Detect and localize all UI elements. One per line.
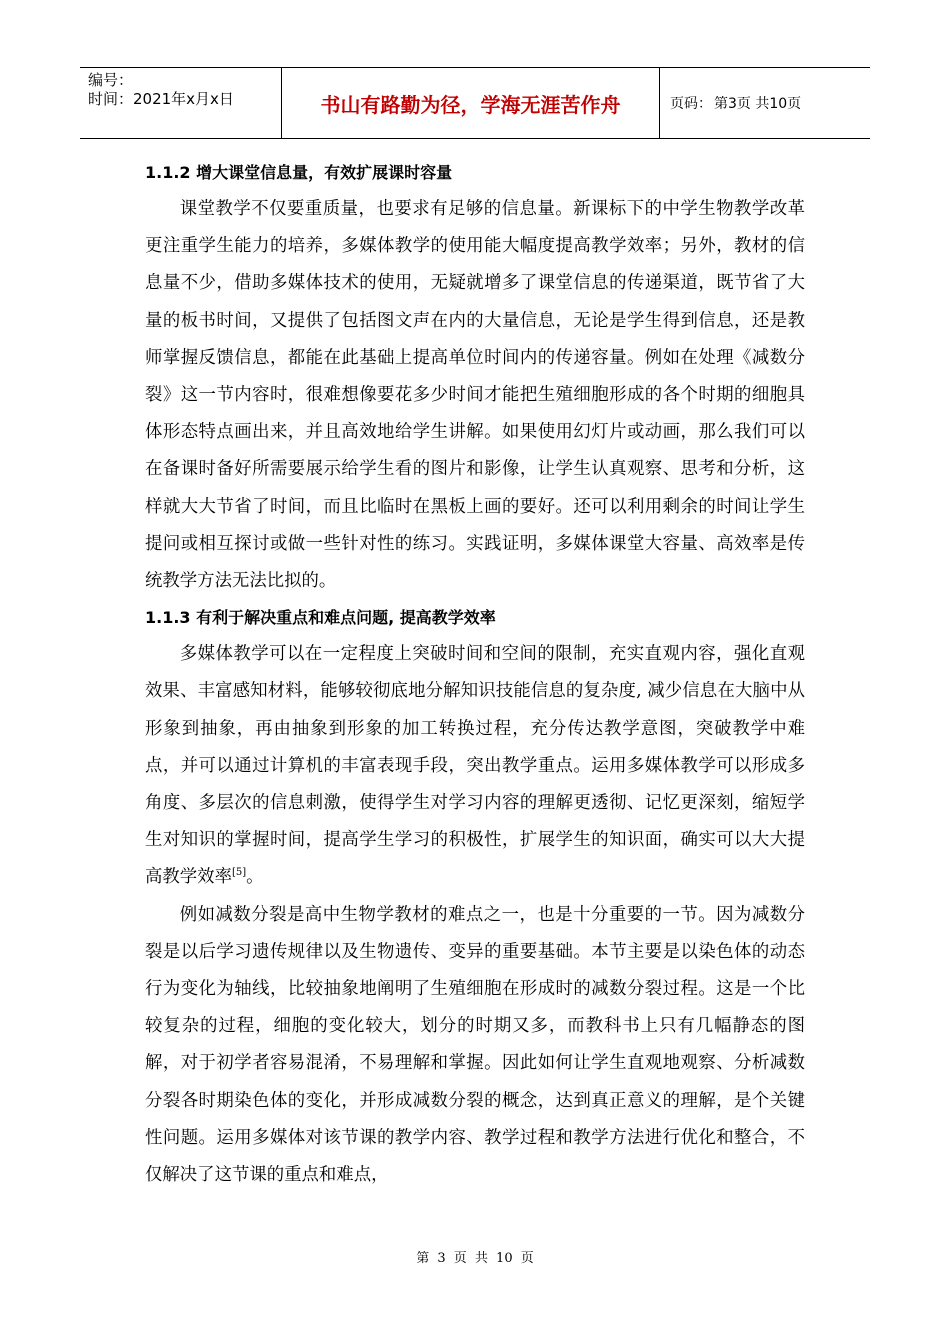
document-body [145, 155, 805, 1194]
paragraph-end: 。 [246, 867, 264, 888]
header-number-label: 编号： [88, 71, 134, 89]
header-page-text: 第3页 共10页 [714, 96, 802, 112]
paragraph: 例如减数分裂是高中生物学教材的难点之一，也是十分重要的一节。因为减数分裂是以后学习遗传规律以及生物遗传、变异的重要基础。本节主要是以染色体的动态行为变化为轴线，比较抽象地阐明了生殖细胞在形成时的减数分裂过程。这是一个比较复杂的过程，细胞的变化较大，划分的时期又多，而教科书上只有几幅静态的图解，对于初学者容易混淆，不易理解和掌握。因此如何让学生直观地观察、分析减数分裂各时期染色体的变化，并形成减数分裂的概念，达到真正意义的理解，是个关键性问题。运用多媒体对该节课的教学内容、教学过程和教学方法进行优化和整合，不仅解决了这节课的重点和难点， [145, 904, 805, 1186]
section-title-1-1-3: 1.1.3 有利于解决重点和难点问题, 提高教学效率 [145, 608, 496, 628]
header-motto: 书山有路勤为径，学海无涯苦作舟 [282, 68, 660, 138]
paragraph [145, 636, 805, 896]
document-header [80, 67, 870, 139]
citation-ref: [5] [231, 867, 247, 879]
page-footer: 第 3 页 共 10 页 [416, 1251, 534, 1266]
paragraph-text: 多媒体教学可以在一定程度上突破时间和空间的限制，充实直观内容，强化直观效果、丰富感知材料，能够较彻底地分解知识技能信息的复杂度, 减少信息在大脑中从形象到抽象，再由抽象到形象的加工转换过程，充分传达教学意图，突破教学中难点，并可以通过计算机的丰富表现手段，突出教学重点。运用多媒体教学可以形成多角度、多层次的信息刺激，使得学生对学习内容的理解更透彻、记忆更深刻，缩短学生对知识的掌握时间，提高学生学习的积极性，扩展学生的知识面，确实可以大大提高教学效率 [145, 644, 805, 888]
paragraph: 课堂教学不仅要重质量，也要求有足够的信息量。新课标下的中学生物教学改革更注重学生能力的培养，多媒体教学的使用能大幅度提高教学效率；另外，教材的信息量不少，借助多媒体技术的使用，无疑就增多了课堂信息的传递渠道，既节省了大量的板书时间，又提供了包括图文声在内的大量信息，无论是学生得到信息，还是教师掌握反馈信息，都能在此基础上提高单位时间内的传递容量。例如在处理《减数分裂》这一节内容时，很难想像要花多少时间才能把生殖细胞形成的各个时期的细胞具体形态特点画出来，并且高效地给学生讲解。如果使用幻灯片或动画，那么我们可以在备课时备好所需要展示给学生看的图片和影像，让学生认真观察、思考和分析，这样就大大节省了时间，而且比临时在黑板上画的要好。还可以利用剩余的时间让学生提问或相互探讨或做一些针对性的练习。实践证明，多媒体课堂大容量、高效率是传统教学方法无法比拟的。 [145, 199, 805, 592]
header-time-label: 时间：2021年x月x日 [88, 90, 234, 108]
section-title-1-1-2: 1.1.2 增大课堂信息量，有效扩展课时容量 [145, 163, 453, 182]
header-page-label: 页码： [670, 96, 712, 112]
header-meta [80, 68, 282, 138]
header-page-info [660, 68, 870, 138]
